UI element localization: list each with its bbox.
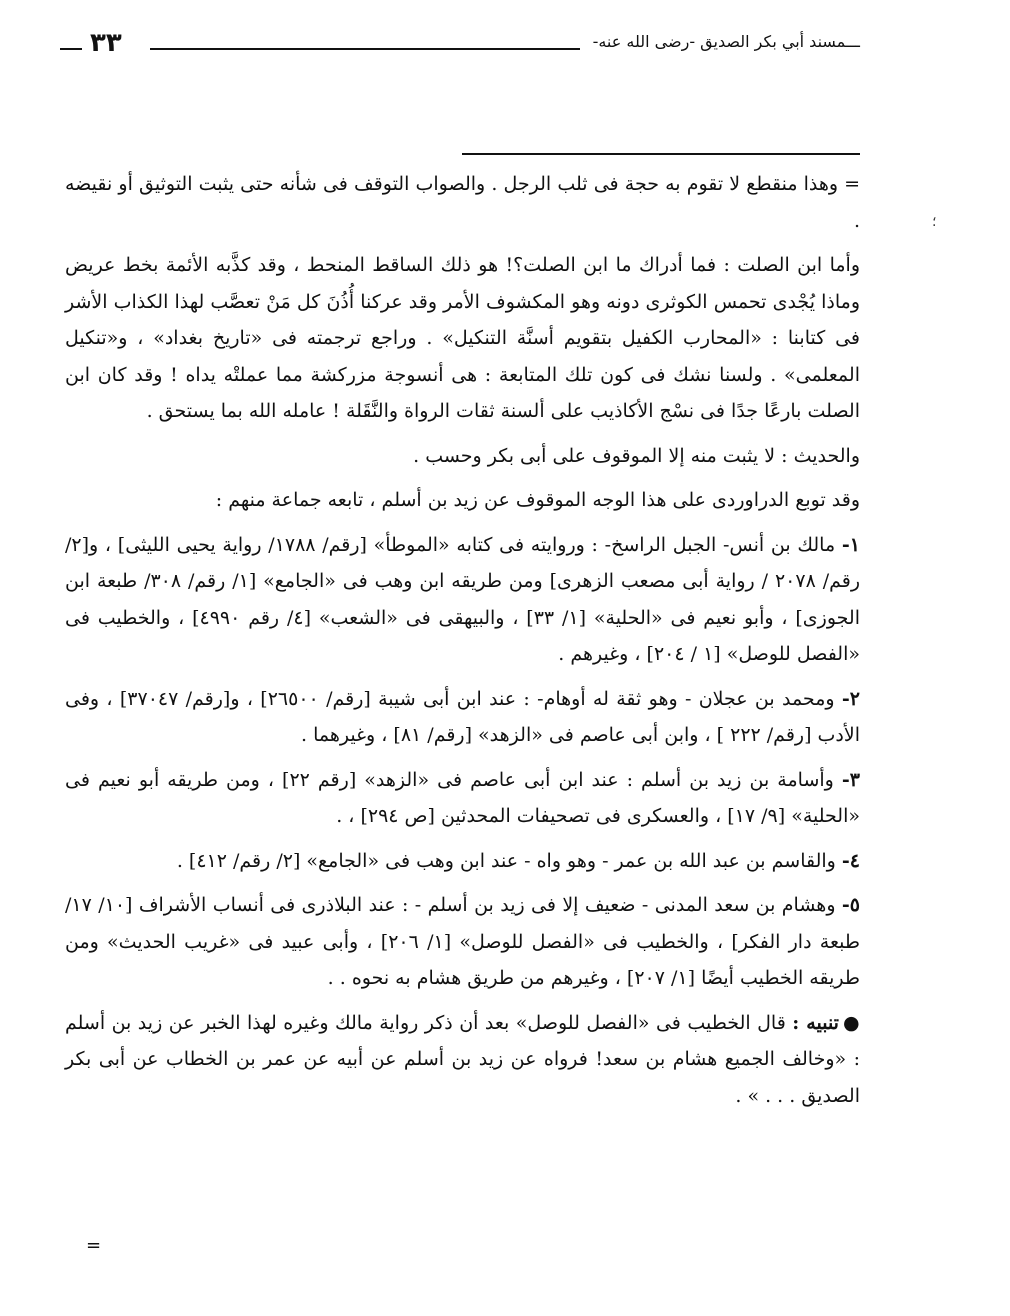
running-title: ـــمسند أبي بكر الصديق -رضى الله عنه-: [592, 32, 860, 51]
list-item-3-text: وأسامة بن زيد بن أسلم : عند ابن أبى عاصم فى «الزهد» [رقم ٢٢] ، ومن طريقه أبو نعيم فى «الحلية» [٩/ ١٧] ، والعسكرى فى تصحيفات المحدثين [ص ٢٩٤] ، .: [65, 768, 860, 827]
paragraph-1-text: وهذا منقطع لا تقوم به حجة فى ثلب الرجل . والصواب التوقف فى شأنه حتى يثبت التوثيق أو نقيضه .: [65, 173, 860, 232]
note-label: تنبيه :: [792, 1011, 839, 1034]
continued-mark-bottom: =: [86, 1235, 102, 1256]
footnote-separator: [462, 153, 860, 155]
list-item-2-text: ومحمد بن عجلان - وهو ثقة له أوهام- : عند ابن أبى شيبة [رقم/ ٢٦٥٠٠] ، و[رقم/ ٣٧٠٤٧] ، وفى الأدب [رقم/ ٢٢٢ ] ، وابن أبى عاصم فى «الزهد» [رقم/ ٨١] ، وغيرهما .: [65, 687, 860, 746]
list-item-2-number: ٢-: [841, 687, 860, 710]
list-item-1: [65, 527, 860, 673]
list-item-4-text: والقاسم بن عبد الله بن عمر - وهو واه - عند ابن وهب فى «الجامع» [٢/ رقم/ ٤١٢] .: [176, 849, 836, 872]
paragraph-2: وأما ابن الصلت : فما أدراك ما ابن الصلت؟! هو ذلك الساقط المنحط ، وقد كذَّبه الأئمة بخط عريض وماذا يُجْدى تحمس الكوثرى دونه وهو المكشوف الأمر وقد عركنا أُذُنَ كل مَنْ تعصَّب لهذا الكذاب الأشر فى كتابنا : «المحارب الكفيل بتقويم أسنَّة التنكيل» . وراجع ترجمته فى «تاريخ بغداد» ، و«تنكيل المعلمى» . ولسنا نشك فى كون تلك المتابعة : هى أنسوجة مزركشة مما عملتْه يداه ! وقد كان ابن الصلت بارعًا جدًا فى نسْج الأكاذيب على ألسنة ثقات الرواة والنَّقَلة ! عامله الله بما يستحق .: [65, 254, 860, 422]
list-item-1-text: مالك بن أنس- الجبل الراسخ- : وروايته فى كتابه «الموطأ» [رقم/ ١٧٨٨/ رواية يحيى الليثى] ، و[٢/ رقم/ ٢٠٧٨ / رواية أبى مصعب الزهرى] ومن طريقه ابن وهب فى «الجامع» [١/ رقم/ ٣٠٨/ طبعة ابن الجوزى] ، وأبو نعيم فى «الحلية» [١/ ٣٣] ، والبيهقى فى «الشعب» [٤/ رقم ٤٩٩٠] ، والخطيب فى «الفصل للوصل» [١ / ٢٠٤] ، وغيرهم .: [65, 533, 860, 665]
header-rule: [150, 48, 580, 50]
footnote-text: [65, 166, 860, 1122]
list-item-3-number: ٣-: [841, 768, 860, 791]
margin-mark: ؛: [932, 214, 937, 230]
bullet-icon: ●: [842, 1011, 860, 1034]
list-item-1-number: ١-: [841, 533, 860, 556]
list-item-4-number: ٤-: [841, 849, 860, 872]
running-header: [60, 28, 860, 68]
list-item-3: [65, 762, 860, 835]
list-item-4: [65, 843, 860, 880]
list-item-5-number: ٥-: [841, 894, 860, 916]
list-item-5-text: وهشام بن سعد المدنى - ضعيف إلا فى زيد بن أسلم - : عند البلاذرى فى أنساب الأشراف [١٠/ ١٧/ طبعة دار الفكر] ، والخطيب فى «الفصل للوصل» [١/ ٢٠٦] ، وأبى عبيد فى «غريب الحديث» ومن طريقه الخطيب أيضًا [١/ ٢٠٧] ، وغيرهم من طريق هشام به نحوه . .: [65, 894, 860, 989]
paragraph-3: والحديث : لا يثبت منه إلا الموقوف على أبى بكر وحسب .: [413, 444, 860, 467]
paragraph-1: [65, 166, 860, 239]
note-paragraph: [65, 1005, 860, 1115]
header-dash: [60, 48, 82, 50]
paragraph-4: وقد توبع الدراوردى على هذا الوجه الموقوف عن زيد بن أسلم ، تابعه جماعة منهم :: [215, 489, 860, 511]
page-number: ٣٣: [90, 28, 122, 58]
continued-mark-top: =: [844, 173, 860, 195]
list-item-5: [65, 887, 860, 997]
list-item-2: [65, 681, 860, 754]
note-text: قال الخطيب فى «الفصل للوصل» بعد أن ذكر رواية مالك وغيره لهذا الخبر عن زيد بن أسلم : «وخالف الجميع هشام بن سعد! فرواه عن زيد بن أسلم عن أبيه عن عمر بن الخطاب عن أبى بكر الصديق . . . » .: [65, 1011, 860, 1107]
